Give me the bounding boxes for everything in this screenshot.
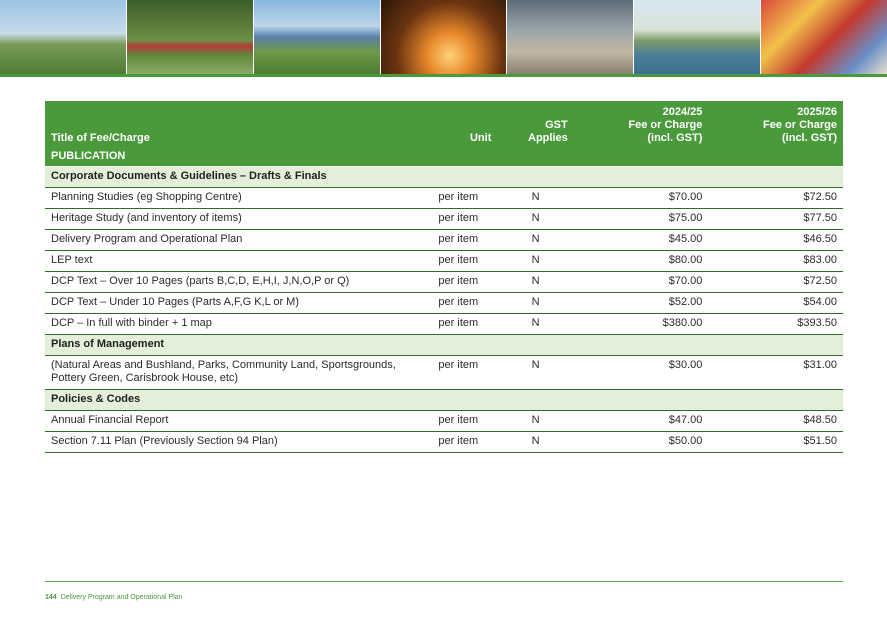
fee-2024: $30.00 (574, 356, 709, 390)
fee-2024: $70.00 (574, 272, 709, 293)
fee-2024: $80.00 (574, 251, 709, 272)
table-row (45, 251, 843, 272)
fee-2025: $393.50 (708, 314, 843, 335)
fee-title: LEP text (45, 251, 432, 272)
fee-unit: per item (432, 411, 497, 432)
fee-title: Delivery Program and Operational Plan (45, 230, 432, 251)
table-row (45, 356, 843, 390)
header-fee-2024: 2024/25 Fee or Charge (incl. GST) (574, 101, 709, 148)
fee-2024: $47.00 (574, 411, 709, 432)
fee-unit: per item (432, 230, 497, 251)
fee-gst: N (497, 209, 573, 230)
header-unit: Unit (432, 101, 497, 148)
fee-title: (Natural Areas and Bushland, Parks, Community Land, Sportsgrounds, Pottery Green, Carisbrook House, etc) (45, 356, 432, 390)
banner-photo-outdoor-exercise (254, 0, 381, 74)
fee-2025: $48.50 (708, 411, 843, 432)
page-footer (45, 594, 182, 601)
banner-photo-park-pavilion (0, 0, 127, 74)
section-row-plans-of-management (45, 335, 843, 356)
section-row-policies-codes (45, 390, 843, 411)
fee-gst: N (497, 432, 573, 453)
fee-2025: $54.00 (708, 293, 843, 314)
table-row (45, 209, 843, 230)
fee-unit: per item (432, 188, 497, 209)
table-row (45, 230, 843, 251)
fee-gst: N (497, 314, 573, 335)
fee-gst: N (497, 272, 573, 293)
fee-2024: $70.00 (574, 188, 709, 209)
header-fee-2025: 2025/26 Fee or Charge (incl. GST) (708, 101, 843, 148)
fee-unit: per item (432, 432, 497, 453)
section-row-corporate-documents (45, 167, 843, 188)
fee-title: Section 7.11 Plan (Previously Section 94 Plan) (45, 432, 432, 453)
table-row (45, 188, 843, 209)
fee-title: Heritage Study (and inventory of items) (45, 209, 432, 230)
section-label: Plans of Management (45, 335, 843, 356)
fee-gst: N (497, 251, 573, 272)
fee-gst: N (497, 411, 573, 432)
table-header-row (45, 101, 843, 148)
fees-table (45, 101, 843, 453)
banner-photo-kookaburra (381, 0, 508, 74)
fee-2025: $72.50 (708, 272, 843, 293)
header-title: Title of Fee/Charge (45, 101, 432, 148)
banner-photo-shopping-street (507, 0, 634, 74)
fee-2025: $77.50 (708, 209, 843, 230)
group-row-publication (45, 148, 843, 167)
section-label: Corporate Documents & Guidelines – Drafts & Finals (45, 167, 843, 188)
fee-2025: $72.50 (708, 188, 843, 209)
fee-gst: N (497, 356, 573, 390)
fee-2025: $51.50 (708, 432, 843, 453)
footer-divider (45, 581, 843, 582)
footer-document-title: Delivery Program and Operational Plan (60, 594, 183, 601)
fee-gst: N (497, 230, 573, 251)
fee-2024: $380.00 (574, 314, 709, 335)
banner-photo-dog-agility (127, 0, 254, 74)
fee-unit: per item (432, 293, 497, 314)
fee-title: DCP Text – Under 10 Pages (Parts A,F,G K,L or M) (45, 293, 432, 314)
banner-photo-river-kayaks (634, 0, 761, 74)
fee-unit: per item (432, 209, 497, 230)
fee-2024: $52.00 (574, 293, 709, 314)
page-number: 144 (45, 594, 57, 601)
fee-2025: $46.50 (708, 230, 843, 251)
section-label: Policies & Codes (45, 390, 843, 411)
fee-2024: $75.00 (574, 209, 709, 230)
fee-unit: per item (432, 314, 497, 335)
fee-2024: $45.00 (574, 230, 709, 251)
fee-2025: $31.00 (708, 356, 843, 390)
group-label: PUBLICATION (45, 148, 843, 167)
fee-title: Annual Financial Report (45, 411, 432, 432)
banner-divider (0, 74, 887, 77)
header-gst: GST Applies (497, 101, 573, 148)
fee-unit: per item (432, 356, 497, 390)
fee-unit: per item (432, 251, 497, 272)
fee-gst: N (497, 293, 573, 314)
fee-title: DCP – In full with binder + 1 map (45, 314, 432, 335)
fee-2024: $50.00 (574, 432, 709, 453)
fee-gst: N (497, 188, 573, 209)
header-banner (0, 0, 887, 74)
table-row (45, 293, 843, 314)
table-row (45, 314, 843, 335)
fee-title: DCP Text – Over 10 Pages (parts B,C,D, E,H,I, J,N,O,P or Q) (45, 272, 432, 293)
fee-title: Planning Studies (eg Shopping Centre) (45, 188, 432, 209)
fee-unit: per item (432, 272, 497, 293)
table-row (45, 272, 843, 293)
banner-photo-lion-dance (761, 0, 887, 74)
table-row (45, 411, 843, 432)
fee-2025: $83.00 (708, 251, 843, 272)
table-row (45, 432, 843, 453)
